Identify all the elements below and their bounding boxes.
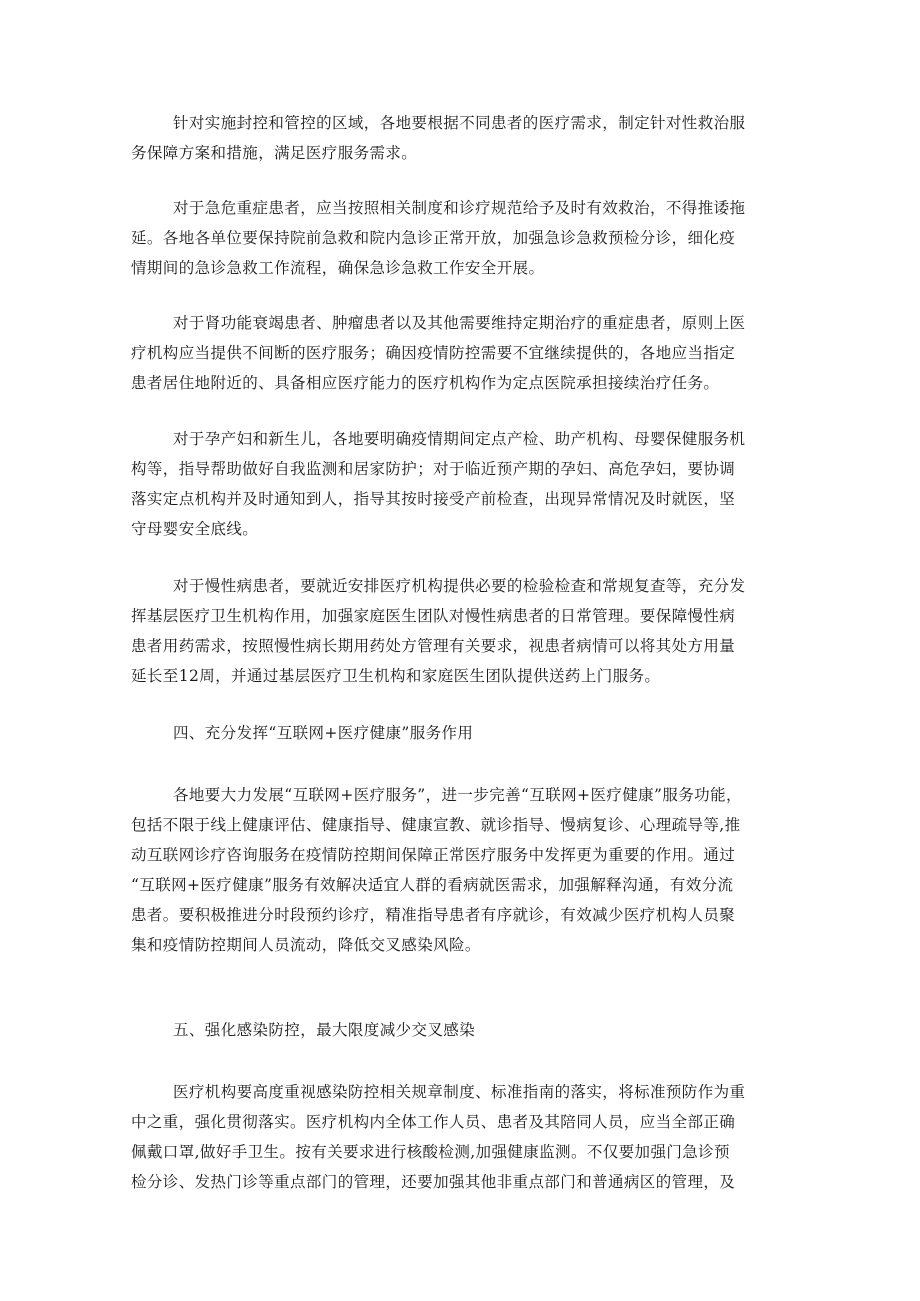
paragraph-critical-patients xyxy=(131,193,791,283)
section-heading-internet-healthcare: 四、充分发挥“互联网+医疗健康”服务作用 xyxy=(173,724,474,742)
text-line: 动互联网诊疗咨询服务在疫情防控期间保障正常医疗服务中发挥更为重要的作用。通过 xyxy=(131,846,736,864)
text-line: 延。各地各单位要保持院前急救和院内急诊正常开放，加强急诊急救预检分诊，细化疫 xyxy=(131,229,736,247)
text-line: 针对实施封控和管控的区域，各地要根据不同患者的医疗需求，制定针对性救治服 xyxy=(173,114,746,132)
text-line: 集和疫情防控期间人员流动，降低交叉感染风险。 xyxy=(131,936,481,954)
text-line: 对于孕产妇和新生儿，各地要明确疫情期间定点产检、助产机构、母婴保健服务机 xyxy=(173,430,746,448)
text-line: 务保障方案和措施，满足医疗服务需求。 xyxy=(131,144,418,162)
section-heading-infection-control: 五、强化感染防控，最大限度减少交叉感染 xyxy=(173,1021,476,1039)
text-line: 落实定点机构并及时通知到人，指导其按时接受产前检查，出现异常情况及时就医，坚 xyxy=(131,490,736,508)
text-line: 检分诊、发热门诊等重点部门的管理，还要加强其他非重点部门和普通病区的管理，及 xyxy=(131,1173,736,1191)
text-line: 疗机构应当提供不间断的医疗服务；确因疫情防控需要不宜继续提供的，各地应当指定 xyxy=(131,344,736,362)
text-line: 各地要大力发展“互联网+医疗服务”，进一步完善“互联网+医疗健康”服务功能， xyxy=(173,786,742,804)
text-line: 挥基层医疗卫生机构作用，加强家庭医生团队对慢性病患者的日常管理。要保障慢性病 xyxy=(131,607,736,625)
text-line: 包括不限于线上健康评估、健康指导、健康宣教、就诊指导、慢病复诊、心理疏导等,推 xyxy=(131,816,741,834)
paragraph-chronic-patients xyxy=(131,571,791,691)
text-line: 医疗机构要高度重视感染防控相关规章制度、标准指南的落实，将标准预防作为重 xyxy=(173,1083,746,1101)
text-line: “互联网+医疗健康”服务有效解决适宜人群的看病就医需求，加强解释沟通，有效分流 xyxy=(131,876,734,894)
text-line: 延长至12周，并通过基层医疗卫生机构和家庭医生团队提供送药上门服务。 xyxy=(131,667,661,685)
text-line: 患者。要积极推进分时段预约诊疗，精准指导患者有序就诊，有效减少医疗机构人员聚 xyxy=(131,906,736,924)
text-line: 情期间的急诊急救工作流程，确保急诊急救工作安全开展。 xyxy=(131,259,545,277)
text-line: 患者居住地附近的、具备相应医疗能力的医疗机构作为定点医院承担接续治疗任务。 xyxy=(131,374,720,392)
paragraph-internet-healthcare xyxy=(131,780,791,960)
text-line: 对于急危重症患者，应当按照相关制度和诊疗规范给予及时有效救治，不得推诿拖 xyxy=(173,199,746,217)
text-line: 守母婴安全底线。 xyxy=(131,520,259,538)
text-line: 患者用药需求，按照慢性病长期用药处方管理有关要求，视患者病情可以将其处方用量 xyxy=(131,637,736,655)
paragraph-quarantine-areas xyxy=(131,108,791,168)
paragraph-infection-control xyxy=(131,1077,791,1197)
text-line: 佩戴口罩,做好手卫生。按有关要求进行核酸检测,加强健康监测。不仅要加强门急诊预 xyxy=(131,1143,730,1161)
text-line: 对于慢性病患者，要就近安排医疗机构提供必要的检验检查和常规复查等，充分发 xyxy=(173,577,746,595)
paragraph-renal-tumor-patients xyxy=(131,308,791,398)
paragraph-maternal-newborn xyxy=(131,424,791,544)
text-line: 中之重，强化贯彻落实。医疗机构内全体工作人员、患者及其陪同人员，应当全部正确 xyxy=(131,1113,736,1131)
text-line: 构等，指导帮助做好自我监测和居家防护；对于临近预产期的孕妇、高危孕妇，要协调 xyxy=(131,460,736,478)
text-line: 对于肾功能衰竭患者、肿瘤患者以及其他需要维持定期治疗的重症患者，原则上医 xyxy=(173,314,746,332)
